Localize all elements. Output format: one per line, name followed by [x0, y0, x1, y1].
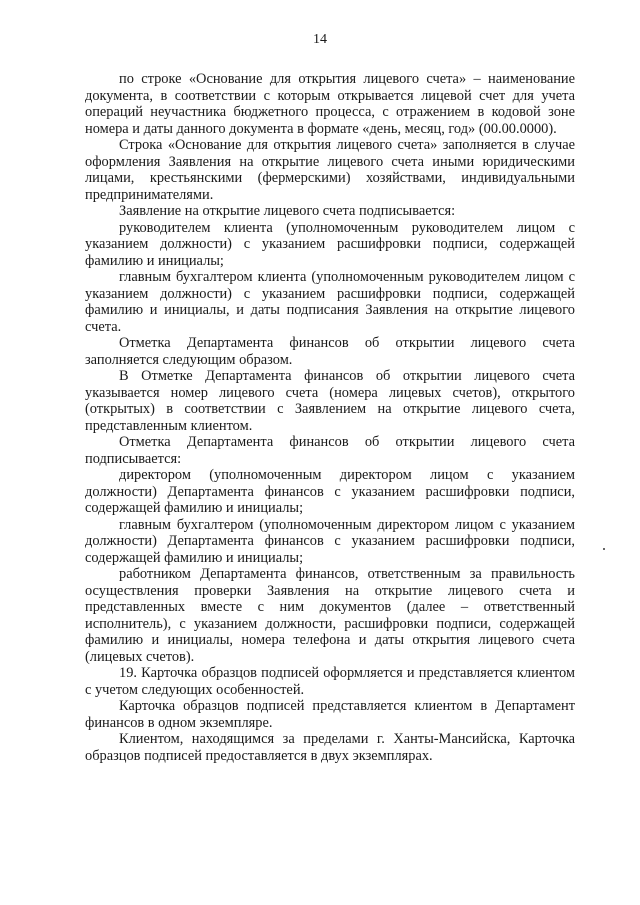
paragraph-basis-line: по строке «Основание для открытия лицевого счета» – наименование документа, в соответствии с которым открывается лицевой счет для учета операций неучастника бюджетного процесса, с отражением в кодовой зоне номера и даты данного документа в формате «день, месяц, год» (00.00.0000). [85, 71, 575, 137]
paragraph-item-19: 19. Карточка образцов подписей оформляется и представляется клиентом с учетом следующих особенностей. [85, 665, 575, 698]
paragraph-responsible-executor: работником Департамента финансов, ответственным за правильность осуществления проверки Заявления на открытие лицевого счета и представленных вместе с ним документов (далее – ответственный исполнитель), с указанием должности, расшифровки подписи, содержащей фамилию и инициалы, номера телефона и даты открытия лицевого счета (лицевых счетов). [85, 566, 575, 665]
paragraph-mark-account-number: В Отметке Департамента финансов об открытии лицевого счета указывается номер лицевого счета (номера лицевых счетов), открытого (открытых) в соответствии с Заявлением на открытие лицевого счета, представленным клиентом. [85, 368, 575, 434]
paragraph-chief-accountant: главным бухгалтером (уполномоченным директором лицом с указанием должности) Департамента финансов с указанием расшифровки подписи, содержащей фамилию и инициалы; [85, 516, 575, 566]
paragraph-client-accountant: главным бухгалтером клиента (уполномоченным руководителем лицом с указанием должности) с указанием расшифровки подписи, содержащей фамилию и инициалы, и даты подписания Заявления на открытие лицевого счета. [85, 269, 575, 335]
paragraph-application-signed: Заявление на открытие лицевого счета подписывается: [119, 203, 456, 219]
paragraph-client-head: руководителем клиента (уполномоченным руководителем лицом с указанием должности) с указанием расшифровки подписи, содержащей фамилию и инициалы; [85, 219, 575, 269]
paragraph-basis-filling: Строка «Основание для открытия лицевого счета» заполняется в случае оформления Заявления на открытие лицевого счета иными юридическими лицами, крестьянскими (фермерскими) хозяйствами, индивидуальными предпринимателями. [85, 137, 575, 203]
paragraph-signature-card-one-copy: Карточка образцов подписей представляется клиентом в Департамент финансов в одном экземпляре. [85, 698, 575, 731]
paragraph-signature-card-two-copies: Клиентом, находящимся за пределами г. Ханты-Мансийска, Карточка образцов подписей предоставляется в двух экземплярах. [85, 731, 575, 764]
paragraph-director: директором (уполномоченным директором лицом с указанием должности) Департамента финансов с указанием расшифровки подписи, содержащей фамилию и инициалы; [85, 467, 575, 516]
page-number: 14 [313, 32, 327, 47]
document-body [85, 71, 575, 764]
paragraph-mark-signed: Отметка Департамента финансов об открытии лицевого счета подписывается: [85, 434, 575, 467]
scan-speck [603, 548, 605, 550]
paragraph-mark-filling: Отметка Департамента финансов об открытии лицевого счета заполняется следующим образом. [85, 335, 575, 368]
